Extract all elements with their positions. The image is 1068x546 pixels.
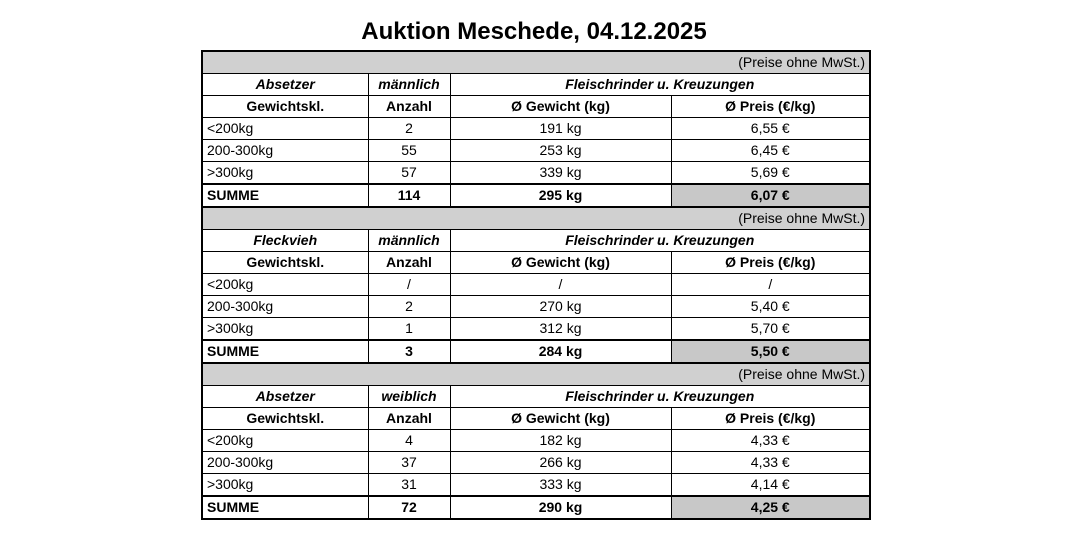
weight-class-cell: 200-300kg	[202, 140, 368, 162]
col-avg-price: Ø Preis (€/kg)	[671, 96, 870, 118]
sex-label: weiblich	[368, 386, 450, 408]
col-avg-weight: Ø Gewicht (kg)	[450, 96, 671, 118]
weight-cell: 270 kg	[450, 296, 671, 318]
price-note-row	[202, 207, 870, 230]
price-note-row	[202, 51, 870, 74]
count-cell: 1	[368, 318, 450, 341]
auction-results-table	[201, 50, 871, 520]
col-weight-class: Gewichtskl.	[202, 96, 368, 118]
column-header-row	[202, 96, 870, 118]
price-cell: 4,33 €	[671, 452, 870, 474]
price-note: (Preise ohne MwSt.)	[202, 207, 870, 230]
col-weight-class: Gewichtskl.	[202, 252, 368, 274]
price-cell: 5,69 €	[671, 162, 870, 185]
price-note: (Preise ohne MwSt.)	[202, 51, 870, 74]
col-avg-weight: Ø Gewicht (kg)	[450, 252, 671, 274]
sum-price: 4,25 €	[671, 496, 870, 519]
section-header-row	[202, 386, 870, 408]
count-cell: 55	[368, 140, 450, 162]
count-cell: 2	[368, 118, 450, 140]
table-row	[202, 296, 870, 318]
sum-price: 6,07 €	[671, 184, 870, 207]
table-row	[202, 140, 870, 162]
count-cell: 37	[368, 452, 450, 474]
col-count: Anzahl	[368, 96, 450, 118]
price-cell: /	[671, 274, 870, 296]
table-row	[202, 452, 870, 474]
weight-class-cell: >300kg	[202, 162, 368, 185]
col-avg-weight: Ø Gewicht (kg)	[450, 408, 671, 430]
column-header-row	[202, 252, 870, 274]
weight-class-cell: <200kg	[202, 274, 368, 296]
count-cell: 31	[368, 474, 450, 497]
weight-class-cell: >300kg	[202, 474, 368, 497]
col-avg-price: Ø Preis (€/kg)	[671, 252, 870, 274]
weight-class-cell: <200kg	[202, 118, 368, 140]
sex-label: männlich	[368, 74, 450, 96]
weight-cell: 191 kg	[450, 118, 671, 140]
weight-cell: /	[450, 274, 671, 296]
category-label: Absetzer	[202, 74, 368, 96]
count-cell: 4	[368, 430, 450, 452]
sum-row	[202, 184, 870, 207]
weight-cell: 312 kg	[450, 318, 671, 341]
sex-label: männlich	[368, 230, 450, 252]
sum-label: SUMME	[202, 496, 368, 519]
breed-header: Fleischrinder u. Kreuzungen	[450, 386, 870, 408]
price-cell: 6,55 €	[671, 118, 870, 140]
sum-price: 5,50 €	[671, 340, 870, 363]
sum-label: SUMME	[202, 184, 368, 207]
price-cell: 6,45 €	[671, 140, 870, 162]
table-row	[202, 162, 870, 185]
weight-cell: 182 kg	[450, 430, 671, 452]
sum-weight: 290 kg	[450, 496, 671, 519]
col-weight-class: Gewichtskl.	[202, 408, 368, 430]
table-row	[202, 274, 870, 296]
sum-count: 3	[368, 340, 450, 363]
weight-class-cell: <200kg	[202, 430, 368, 452]
price-cell: 5,40 €	[671, 296, 870, 318]
weight-cell: 339 kg	[450, 162, 671, 185]
table-row	[202, 118, 870, 140]
table-row	[202, 318, 870, 341]
price-note: (Preise ohne MwSt.)	[202, 363, 870, 386]
section-header-row	[202, 74, 870, 96]
count-cell: 2	[368, 296, 450, 318]
sum-count: 114	[368, 184, 450, 207]
price-cell: 4,33 €	[671, 430, 870, 452]
table-row	[202, 474, 870, 497]
page-title: Auktion Meschede, 04.12.2025	[361, 18, 707, 45]
weight-cell: 266 kg	[450, 452, 671, 474]
sum-row	[202, 340, 870, 363]
col-count: Anzahl	[368, 408, 450, 430]
sum-label: SUMME	[202, 340, 368, 363]
category-label: Fleckvieh	[202, 230, 368, 252]
weight-class-cell: 200-300kg	[202, 452, 368, 474]
breed-header: Fleischrinder u. Kreuzungen	[450, 74, 870, 96]
weight-class-cell: 200-300kg	[202, 296, 368, 318]
price-cell: 4,14 €	[671, 474, 870, 497]
weight-cell: 333 kg	[450, 474, 671, 497]
count-cell: /	[368, 274, 450, 296]
category-label: Absetzer	[202, 386, 368, 408]
sum-count: 72	[368, 496, 450, 519]
breed-header: Fleischrinder u. Kreuzungen	[450, 230, 870, 252]
col-count: Anzahl	[368, 252, 450, 274]
sum-weight: 295 kg	[450, 184, 671, 207]
column-header-row	[202, 408, 870, 430]
price-cell: 5,70 €	[671, 318, 870, 341]
sum-row	[202, 496, 870, 519]
weight-class-cell: >300kg	[202, 318, 368, 341]
sum-weight: 284 kg	[450, 340, 671, 363]
col-avg-price: Ø Preis (€/kg)	[671, 408, 870, 430]
weight-cell: 253 kg	[450, 140, 671, 162]
price-note-row	[202, 363, 870, 386]
section-header-row	[202, 230, 870, 252]
count-cell: 57	[368, 162, 450, 185]
table-row	[202, 430, 870, 452]
